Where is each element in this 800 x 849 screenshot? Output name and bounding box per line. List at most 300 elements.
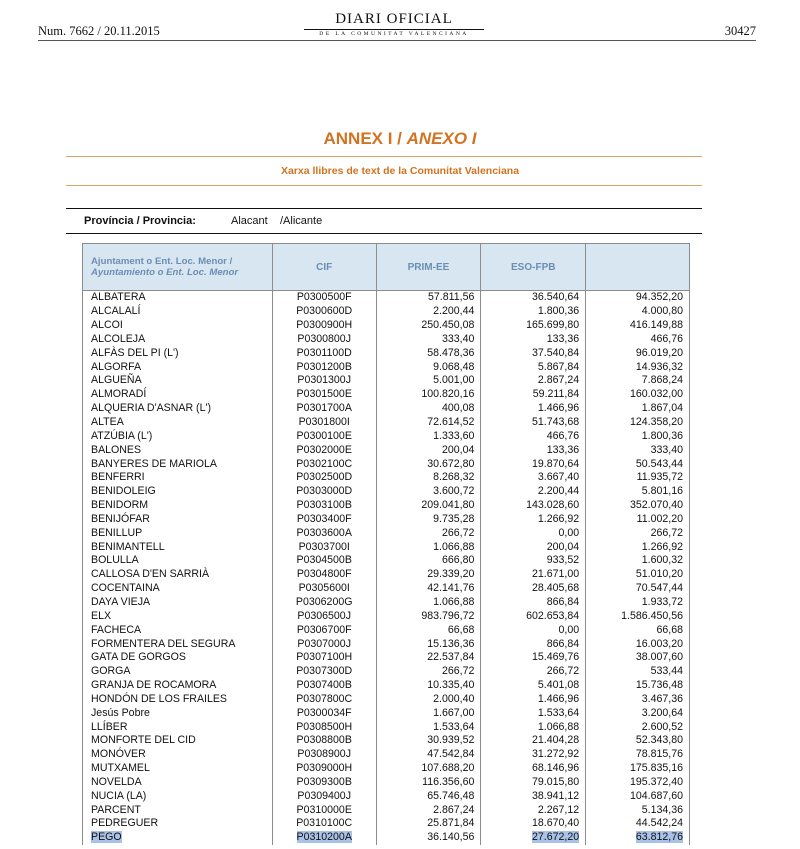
cell-eso-fpb-text: 15.469,76 [531, 651, 580, 664]
cell-cif-text: P0300100E [296, 429, 352, 442]
cell-prim-ee-text: 58.478,36 [427, 346, 475, 359]
cell-municipality-text: BENIDOLEIG [91, 485, 156, 498]
cell-eso-fpb [481, 568, 586, 582]
cell-total [586, 485, 690, 499]
cell-eso-fpb-text: 2.200,44 [537, 485, 580, 498]
cell-prim-ee-text: 10.335,40 [427, 679, 475, 692]
cell-total-text: 2.600,52 [641, 720, 683, 733]
cell-municipality [83, 305, 273, 319]
table-row [83, 609, 690, 623]
cell-cif-text: P0302100C [296, 457, 353, 470]
cell-total [586, 526, 690, 540]
cell-eso-fpb-text: 51.743,68 [531, 416, 580, 429]
table-row [83, 568, 690, 582]
cell-eso-fpb [481, 499, 586, 513]
cell-prim-ee [376, 831, 481, 845]
cell-total-text: 3.467,36 [641, 692, 683, 705]
cell-municipality-text: FACHECA [91, 623, 142, 636]
cell-total [586, 692, 690, 706]
cell-total-text: 51.010,20 [635, 568, 683, 581]
cell-eso-fpb [481, 443, 586, 457]
cell-prim-ee-text: 47.542,84 [427, 748, 475, 761]
cell-municipality [83, 817, 273, 831]
cell-total [586, 471, 690, 485]
cell-eso-fpb [481, 319, 586, 333]
cell-municipality-text: GORGA [91, 665, 131, 678]
table-row [83, 734, 690, 748]
cell-eso-fpb [481, 651, 586, 665]
cell-eso-fpb-text: 200,04 [546, 540, 580, 553]
cell-municipality-text: PARCENT [91, 803, 141, 816]
cell-eso-fpb [481, 596, 586, 610]
cell-eso-fpb [481, 374, 586, 388]
cell-cif [272, 679, 376, 693]
cell-prim-ee [376, 720, 481, 734]
cell-municipality-text: HONDÓN DE LOS FRAILES [91, 692, 227, 705]
cell-municipality [83, 526, 273, 540]
annex-title-es: ANEXO I [406, 129, 477, 148]
cell-municipality-text: GRANJA DE ROCAMORA [91, 679, 217, 692]
cell-prim-ee [376, 692, 481, 706]
cell-eso-fpb-text: 1.533,64 [537, 706, 580, 719]
cell-eso-fpb-text: 2.267,12 [537, 803, 580, 816]
table-row [83, 526, 690, 540]
cell-cif [272, 637, 376, 651]
cell-total-text: 15.736,48 [635, 679, 683, 692]
cell-eso-fpb [481, 789, 586, 803]
cell-cif [272, 402, 376, 416]
cell-eso-fpb-text: 37.540,84 [531, 346, 580, 359]
cell-eso-fpb [481, 623, 586, 637]
cell-total-text: 1.266,92 [641, 540, 683, 553]
cell-prim-ee-text: 25.871,84 [427, 817, 475, 830]
cell-total [586, 554, 690, 568]
cell-total [586, 499, 690, 513]
cell-eso-fpb-text: 933,52 [546, 554, 580, 567]
cell-prim-ee [376, 485, 481, 499]
cell-total [586, 623, 690, 637]
cell-prim-ee [376, 748, 481, 762]
cell-cif [272, 596, 376, 610]
table-row [83, 720, 690, 734]
cell-municipality [83, 513, 273, 527]
cell-prim-ee-text: 2.867,24 [433, 803, 475, 816]
cell-total [586, 346, 690, 360]
cell-cif-text: P0310000E [296, 803, 352, 816]
cell-cif-text: P0300500F [296, 291, 352, 304]
cell-cif-text: P0307400B [296, 679, 352, 692]
cell-cif [272, 609, 376, 623]
cell-eso-fpb-text: 27.672,20 [531, 831, 580, 844]
cell-total-text: 11.002,20 [636, 512, 683, 525]
cell-municipality-text: ALTEA [91, 416, 124, 429]
cell-eso-fpb-text: 133,36 [546, 443, 580, 456]
cell-municipality-text: DAYA VIEJA [91, 595, 151, 608]
cell-prim-ee [376, 291, 481, 305]
table-row [83, 596, 690, 610]
cell-cif-text: P0303600A [296, 526, 352, 539]
table-row [83, 291, 690, 305]
cell-prim-ee [376, 388, 481, 402]
table-row [83, 651, 690, 665]
cell-municipality [83, 720, 273, 734]
cell-municipality-text: ALGUEÑA [91, 374, 142, 387]
cell-cif [272, 333, 376, 347]
cell-cif-text: P0301300J [297, 374, 351, 387]
cell-prim-ee [376, 416, 481, 430]
cell-eso-fpb-text: 143.028,60 [526, 499, 580, 512]
cell-municipality-text: ALQUERIA D'ASNAR (L') [91, 402, 212, 415]
cell-cif [272, 485, 376, 499]
cell-prim-ee-text: 30.939,52 [427, 734, 475, 747]
cell-cif-text: P0310100C [296, 817, 353, 830]
cell-prim-ee-text: 983.796,72 [421, 609, 475, 622]
cell-municipality [83, 346, 273, 360]
col-header-ayto-es: Ayuntamiento o Ent. Loc. Menor [91, 267, 239, 278]
cell-eso-fpb [481, 513, 586, 527]
cell-cif-text: P0310200A [296, 831, 352, 844]
cell-total [586, 720, 690, 734]
cell-cif-text: P0303000D [296, 485, 353, 498]
cell-municipality [83, 499, 273, 513]
table-row [83, 429, 690, 443]
cell-municipality [83, 665, 273, 679]
table-row [83, 540, 690, 554]
cell-cif [272, 540, 376, 554]
table-row [83, 443, 690, 457]
cell-cif [272, 748, 376, 762]
gazette-number-date: Num. 7662 / 20.11.2015 [38, 24, 160, 38]
cell-cif-text: P0306200G [295, 595, 353, 608]
cell-cif-text: P0301100D [296, 346, 352, 359]
cell-prim-ee-text: 107.688,20 [421, 762, 475, 775]
logo-divider [304, 29, 484, 30]
cell-cif [272, 776, 376, 790]
cell-eso-fpb-text: 866,84 [546, 595, 580, 608]
cell-prim-ee [376, 443, 481, 457]
cell-prim-ee [376, 623, 481, 637]
cell-eso-fpb-text: 3.667,40 [537, 471, 580, 484]
cell-total-text: 5.134,36 [641, 803, 683, 816]
table-row [83, 457, 690, 471]
cell-eso-fpb-text: 866,84 [546, 637, 580, 650]
cell-eso-fpb-text: 21.404,28 [531, 734, 580, 747]
cell-cif [272, 291, 376, 305]
cell-total-text: 416.149,88 [629, 319, 683, 332]
cell-total-text: 195.372,40 [629, 775, 683, 788]
cell-total [586, 305, 690, 319]
cell-municipality-text: BENIMANTELL [91, 540, 165, 553]
cell-cif-text: P0306700F [296, 623, 352, 636]
table-row [83, 637, 690, 651]
cell-municipality-text: NUCIA (LA) [91, 789, 147, 802]
cell-prim-ee [376, 471, 481, 485]
cell-total-text: 66,68 [656, 623, 683, 636]
cell-prim-ee [376, 305, 481, 319]
cell-cif [272, 374, 376, 388]
cell-eso-fpb [481, 803, 586, 817]
cell-total-text: 78.815,76 [635, 748, 683, 761]
cell-total-text: 352.070,40 [629, 499, 683, 512]
cell-eso-fpb-text: 1.066,88 [537, 720, 580, 733]
table-row [83, 623, 690, 637]
cell-total [586, 789, 690, 803]
cell-total [586, 679, 690, 693]
cell-cif-text: P0303700I [298, 540, 350, 553]
table-row [83, 789, 690, 803]
cell-municipality [83, 471, 273, 485]
cell-eso-fpb [481, 554, 586, 568]
cell-municipality-text: ALCOI [91, 319, 123, 332]
cell-total [586, 748, 690, 762]
cell-cif [272, 457, 376, 471]
cell-municipality [83, 762, 273, 776]
province-rule-top [66, 208, 702, 209]
cell-total [586, 803, 690, 817]
cell-total-text: 3.200,64 [641, 706, 683, 719]
cell-cif [272, 789, 376, 803]
cell-eso-fpb [481, 471, 586, 485]
cell-cif-text: P0308800B [296, 734, 352, 747]
cell-prim-ee-text: 1.667,00 [433, 706, 475, 719]
cell-prim-ee-text: 57.811,56 [428, 291, 475, 304]
cell-eso-fpb [481, 706, 586, 720]
cell-prim-ee [376, 540, 481, 554]
title-rule-bottom [66, 185, 702, 186]
cell-total-text: 16.003,20 [635, 637, 683, 650]
cell-eso-fpb-text: 28.405,68 [531, 582, 580, 595]
cell-cif [272, 720, 376, 734]
cell-total [586, 817, 690, 831]
cell-total-text: 1.933,72 [641, 595, 683, 608]
cell-eso-fpb [481, 333, 586, 347]
cell-prim-ee [376, 568, 481, 582]
cell-cif [272, 360, 376, 374]
cell-eso-fpb [481, 305, 586, 319]
cell-eso-fpb-text: 0,00 [558, 623, 580, 636]
cell-eso-fpb-text: 466,76 [546, 429, 580, 442]
cell-total [586, 457, 690, 471]
cell-cif-text: P0309300B [296, 775, 352, 788]
cell-municipality [83, 540, 273, 554]
col-header-eso: ESO-FPB [481, 244, 586, 291]
cell-eso-fpb-text: 1.266,92 [537, 512, 580, 525]
cell-total [586, 651, 690, 665]
cell-cif-text: P0301500E [296, 388, 352, 401]
province-line [84, 215, 323, 227]
table-row [83, 305, 690, 319]
cell-eso-fpb [481, 291, 586, 305]
cell-cif [272, 346, 376, 360]
cell-total [586, 706, 690, 720]
table-row [83, 776, 690, 790]
cell-municipality [83, 429, 273, 443]
cell-prim-ee-text: 8.268,32 [433, 471, 475, 484]
cell-municipality-text: BENILLUP [91, 526, 143, 539]
cell-municipality-text: ALBATERA [91, 291, 146, 304]
annex-subtitle: Xarxa llibres de text de la Comunitat Valenciana [280, 165, 520, 177]
cell-municipality [83, 360, 273, 374]
cell-municipality-text: FORMENTERA DEL SEGURA [91, 637, 236, 650]
logo-title: DIARI OFICIAL [335, 11, 453, 27]
cell-municipality-text: BENIDORM [91, 499, 149, 512]
cell-eso-fpb [481, 540, 586, 554]
cell-prim-ee-text: 209.041,80 [421, 499, 475, 512]
cell-prim-ee-text: 250.450,08 [421, 319, 475, 332]
cell-total [586, 637, 690, 651]
cell-total-text: 70.547,44 [635, 582, 683, 595]
cell-municipality-text: MONFORTE DEL CID [91, 734, 196, 747]
cell-prim-ee [376, 596, 481, 610]
cell-municipality-text: BOLULLA [91, 554, 139, 567]
cell-eso-fpb-text: 165.699,80 [526, 319, 580, 332]
cell-cif-text: P0307100H [296, 651, 353, 664]
cell-municipality [83, 679, 273, 693]
cell-prim-ee [376, 789, 481, 803]
cell-eso-fpb [481, 346, 586, 360]
cell-cif-text: P0303100B [296, 499, 352, 512]
cell-prim-ee-text: 22.537,84 [427, 651, 475, 664]
cell-prim-ee [376, 319, 481, 333]
table-row [83, 554, 690, 568]
cell-total [586, 429, 690, 443]
cell-total-text: 333,40 [650, 443, 683, 456]
cell-prim-ee-text: 2.200,44 [433, 305, 475, 318]
cell-eso-fpb [481, 429, 586, 443]
cell-cif [272, 734, 376, 748]
cell-cif-text: P0307000J [297, 637, 351, 650]
table-row [83, 748, 690, 762]
cell-cif-text: P0308500H [296, 720, 353, 733]
cell-prim-ee [376, 374, 481, 388]
cell-cif [272, 305, 376, 319]
cell-total [586, 360, 690, 374]
cell-cif-text: P0300600D [296, 305, 353, 318]
cell-prim-ee-text: 42.141,76 [427, 582, 475, 595]
cell-eso-fpb-text: 31.272,92 [531, 748, 580, 761]
cell-cif [272, 665, 376, 679]
cell-prim-ee [376, 554, 481, 568]
cell-cif [272, 429, 376, 443]
cell-prim-ee-text: 116.356,60 [422, 775, 475, 788]
cell-total [586, 609, 690, 623]
cell-prim-ee [376, 776, 481, 790]
cell-municipality [83, 582, 273, 596]
col-header-ayuntamiento [83, 244, 273, 291]
cell-total [586, 596, 690, 610]
cell-municipality-text: ALGORFA [91, 360, 142, 373]
cell-prim-ee [376, 582, 481, 596]
cell-prim-ee-text: 30.672,80 [427, 457, 475, 470]
cell-municipality-text: BALONES [91, 443, 142, 456]
cell-total-text: 5.801,16 [641, 485, 683, 498]
cell-prim-ee-text: 15.136,36 [427, 637, 475, 650]
cell-cif [272, 803, 376, 817]
cell-eso-fpb [481, 416, 586, 430]
cell-prim-ee-text: 1.333,60 [433, 429, 475, 442]
cell-eso-fpb-text: 19.870,64 [531, 457, 580, 470]
cell-prim-ee [376, 499, 481, 513]
cell-cif [272, 582, 376, 596]
cell-total [586, 513, 690, 527]
table-row [83, 692, 690, 706]
table-row [83, 499, 690, 513]
cell-municipality [83, 333, 273, 347]
cell-eso-fpb-text: 5.401,08 [537, 679, 580, 692]
cell-eso-fpb [481, 762, 586, 776]
cell-municipality [83, 803, 273, 817]
cell-prim-ee [376, 609, 481, 623]
cell-municipality-text: BENFERRI [91, 471, 145, 484]
cell-prim-ee-text: 266,72 [441, 526, 475, 539]
cell-municipality-text: PEDREGUER [91, 817, 159, 830]
cell-municipality [83, 568, 273, 582]
table-row [83, 831, 690, 845]
cell-total [586, 402, 690, 416]
cell-prim-ee-text: 9.068,48 [433, 360, 475, 373]
cell-municipality [83, 554, 273, 568]
cell-total [586, 568, 690, 582]
table-row [83, 803, 690, 817]
cell-municipality [83, 443, 273, 457]
cell-total [586, 665, 690, 679]
cell-municipality [83, 831, 273, 845]
table-row [83, 665, 690, 679]
cell-municipality [83, 776, 273, 790]
cell-prim-ee [376, 817, 481, 831]
cell-total-text: 11.935,72 [636, 471, 683, 484]
cell-municipality-text: MUTXAMEL [91, 762, 150, 775]
cell-total-text: 50.543,44 [635, 457, 683, 470]
cell-total [586, 443, 690, 457]
cell-municipality-text: Jesús Pobre [91, 706, 150, 719]
table-row [83, 471, 690, 485]
table-row [83, 388, 690, 402]
cell-prim-ee-text: 36.140,56 [427, 831, 475, 844]
cell-municipality-text: BENIJÓFAR [91, 512, 150, 525]
table-row [83, 485, 690, 499]
cell-prim-ee [376, 679, 481, 693]
cell-municipality [83, 651, 273, 665]
annex-title-val: ANNEX I / [323, 129, 407, 148]
cell-prim-ee [376, 402, 481, 416]
cell-total-text: 160.032,00 [629, 388, 683, 401]
cell-eso-fpb-text: 21.671,00 [531, 568, 580, 581]
cell-prim-ee-text: 1.066,88 [433, 540, 475, 553]
cell-cif-text: P0304800F [296, 568, 352, 581]
cell-cif-text: P0301800I [298, 416, 350, 429]
cell-eso-fpb [481, 485, 586, 499]
cell-municipality-text: COCENTAINA [91, 582, 160, 595]
province-value-es: /Alicante [280, 215, 323, 227]
table-row [83, 360, 690, 374]
cell-prim-ee [376, 665, 481, 679]
cell-cif [272, 526, 376, 540]
cell-total [586, 776, 690, 790]
cell-prim-ee-text: 400,08 [441, 402, 475, 415]
cell-cif-text: P0309400J [297, 789, 351, 802]
cell-cif [272, 831, 376, 845]
cell-cif [272, 471, 376, 485]
cell-prim-ee-text: 200,04 [441, 443, 475, 456]
cell-total [586, 319, 690, 333]
cell-municipality [83, 692, 273, 706]
gazette-logo [304, 8, 484, 44]
cell-total-text: 7.868,24 [641, 374, 683, 387]
cell-prim-ee [376, 637, 481, 651]
cell-cif-text: P0309000H [296, 762, 353, 775]
cell-total [586, 762, 690, 776]
